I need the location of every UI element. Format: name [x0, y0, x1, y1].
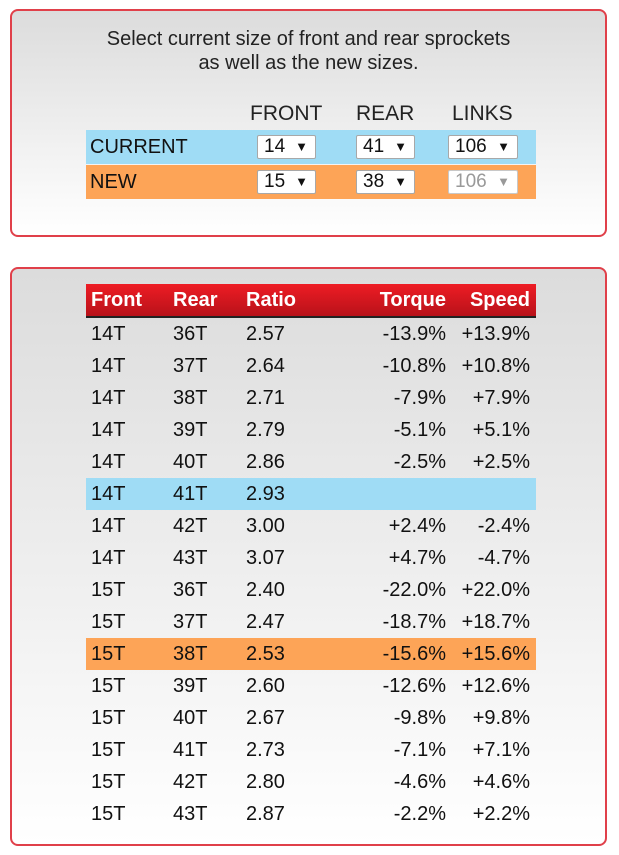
rear-column-header: REAR [356, 102, 415, 125]
table-row [86, 606, 536, 638]
row-rear: 38T [173, 386, 208, 409]
row-rear: 40T [173, 450, 208, 473]
table-row [86, 382, 536, 414]
ratio-header: Ratio [241, 284, 331, 317]
row-front: 15T [91, 578, 126, 601]
row-ratio: 2.64 [246, 354, 285, 377]
row-front: 15T [86, 638, 168, 670]
table-row [86, 510, 536, 542]
row-ratio: 2.71 [246, 386, 285, 409]
table-row [86, 574, 536, 606]
row-front: 14T [91, 418, 126, 441]
row-speed: +22.0% [461, 578, 530, 601]
row-torque: -15.6% [331, 638, 451, 670]
ratio-table [86, 284, 536, 830]
table-row [86, 766, 536, 798]
row-torque: -9.8% [393, 706, 446, 729]
links-column-header: LINKS [452, 102, 513, 125]
row-speed: +2.2% [472, 802, 530, 825]
table-row [86, 542, 536, 574]
table-row [86, 414, 536, 446]
row-ratio: 2.93 [241, 478, 331, 510]
table-row [86, 350, 536, 382]
current-links-value: 106 [455, 136, 487, 157]
new-links-value: 106 [455, 171, 487, 192]
new-row [86, 165, 536, 199]
row-torque: -5.1% [393, 418, 446, 441]
row-rear: 39T [173, 418, 208, 441]
row-rear: 38T [168, 638, 241, 670]
row-speed [451, 478, 536, 510]
new-rear-select[interactable] [356, 170, 415, 194]
row-ratio: 2.67 [246, 706, 285, 729]
row-torque: +2.4% [388, 514, 446, 537]
row-speed: +10.8% [461, 354, 530, 377]
chevron-down-icon: ▼ [394, 139, 407, 154]
row-front: 15T [91, 770, 126, 793]
instructions [12, 27, 605, 75]
row-rear: 39T [173, 674, 208, 697]
sprocket-selector-panel [10, 9, 607, 237]
row-rear: 37T [173, 610, 208, 633]
current-label: CURRENT [90, 136, 188, 158]
row-front: 14T [91, 322, 126, 345]
new-rear-value: 38 [363, 171, 385, 192]
row-torque: -22.0% [382, 578, 446, 601]
row-torque: -2.2% [393, 802, 446, 825]
row-torque: -7.9% [393, 386, 446, 409]
row-rear: 36T [173, 578, 208, 601]
row-front: 14T [91, 546, 126, 569]
row-front: 14T [91, 386, 126, 409]
row-rear: 36T [173, 322, 208, 345]
row-ratio: 3.00 [246, 514, 285, 537]
front-header: Front [86, 284, 168, 317]
row-front: 14T [91, 354, 126, 377]
current-rear-value: 41 [363, 136, 385, 157]
row-speed: -4.7% [477, 546, 530, 569]
row-torque: -12.6% [382, 674, 446, 697]
row-torque: -7.1% [393, 738, 446, 761]
row-ratio: 2.79 [246, 418, 285, 441]
current-ratio-row [86, 478, 536, 510]
row-front: 15T [91, 610, 126, 633]
row-ratio: 2.40 [246, 578, 285, 601]
row-front: 15T [91, 802, 126, 825]
chevron-down-icon: ▼ [497, 174, 510, 189]
row-rear: 42T [173, 770, 208, 793]
row-torque: -10.8% [382, 354, 446, 377]
row-rear: 43T [173, 802, 208, 825]
torque-header: Torque [331, 284, 451, 317]
row-rear: 37T [173, 354, 208, 377]
current-front-value: 14 [264, 136, 286, 157]
row-speed: +7.9% [472, 386, 530, 409]
row-speed: +18.7% [461, 610, 530, 633]
current-links-select[interactable] [448, 135, 518, 159]
front-column-header: FRONT [250, 102, 323, 125]
row-rear: 40T [173, 706, 208, 729]
current-row [86, 130, 536, 164]
row-front: 14T [86, 478, 168, 510]
row-torque [331, 478, 451, 510]
table-row [86, 734, 536, 766]
chevron-down-icon: ▼ [295, 139, 308, 154]
new-label: NEW [90, 171, 137, 193]
chevron-down-icon: ▼ [295, 174, 308, 189]
row-speed: +2.5% [472, 450, 530, 473]
row-speed: +4.6% [472, 770, 530, 793]
row-ratio: 3.07 [246, 546, 285, 569]
row-rear: 42T [173, 514, 208, 537]
row-front: 14T [91, 514, 126, 537]
row-speed: +9.8% [472, 706, 530, 729]
row-front: 15T [91, 738, 126, 761]
row-speed: +12.6% [461, 674, 530, 697]
new-ratio-row [86, 638, 536, 670]
instructions-line-1: Select current size of front and rear sprockets [106, 28, 511, 50]
new-front-value: 15 [264, 171, 286, 192]
row-torque: -2.5% [393, 450, 446, 473]
row-rear: 41T [168, 478, 241, 510]
speed-header: Speed [451, 284, 536, 317]
row-ratio: 2.86 [246, 450, 285, 473]
row-front: 14T [91, 450, 126, 473]
table-row [86, 317, 536, 350]
row-ratio: 2.80 [246, 770, 285, 793]
row-torque: -4.6% [393, 770, 446, 793]
table-row [86, 670, 536, 702]
new-front-select[interactable] [257, 170, 316, 194]
chevron-down-icon: ▼ [497, 139, 510, 154]
row-rear: 41T [173, 738, 208, 761]
table-row [86, 446, 536, 478]
new-links-select [448, 170, 518, 194]
instructions-line-2: as well as the new sizes. [198, 52, 419, 74]
rear-header: Rear [168, 284, 241, 317]
table-row [86, 702, 536, 734]
row-ratio: 2.47 [246, 610, 285, 633]
row-torque: -18.7% [382, 610, 446, 633]
results-panel [10, 267, 607, 846]
row-rear: 43T [173, 546, 208, 569]
row-speed: +7.1% [472, 738, 530, 761]
table-header-row [86, 284, 536, 317]
current-front-select[interactable] [257, 135, 316, 159]
current-rear-select[interactable] [356, 135, 415, 159]
row-ratio: 2.60 [246, 674, 285, 697]
chevron-down-icon: ▼ [394, 174, 407, 189]
row-speed: +15.6% [451, 638, 536, 670]
row-torque: +4.7% [388, 546, 446, 569]
row-ratio: 2.53 [241, 638, 331, 670]
row-speed: +13.9% [461, 322, 530, 345]
table-row [86, 798, 536, 830]
row-ratio: 2.87 [246, 802, 285, 825]
row-ratio: 2.73 [246, 738, 285, 761]
row-torque: -13.9% [382, 322, 446, 345]
row-speed: -2.4% [477, 514, 530, 537]
row-front: 15T [91, 706, 126, 729]
row-speed: +5.1% [472, 418, 530, 441]
row-ratio: 2.57 [246, 322, 285, 345]
row-front: 15T [91, 674, 126, 697]
